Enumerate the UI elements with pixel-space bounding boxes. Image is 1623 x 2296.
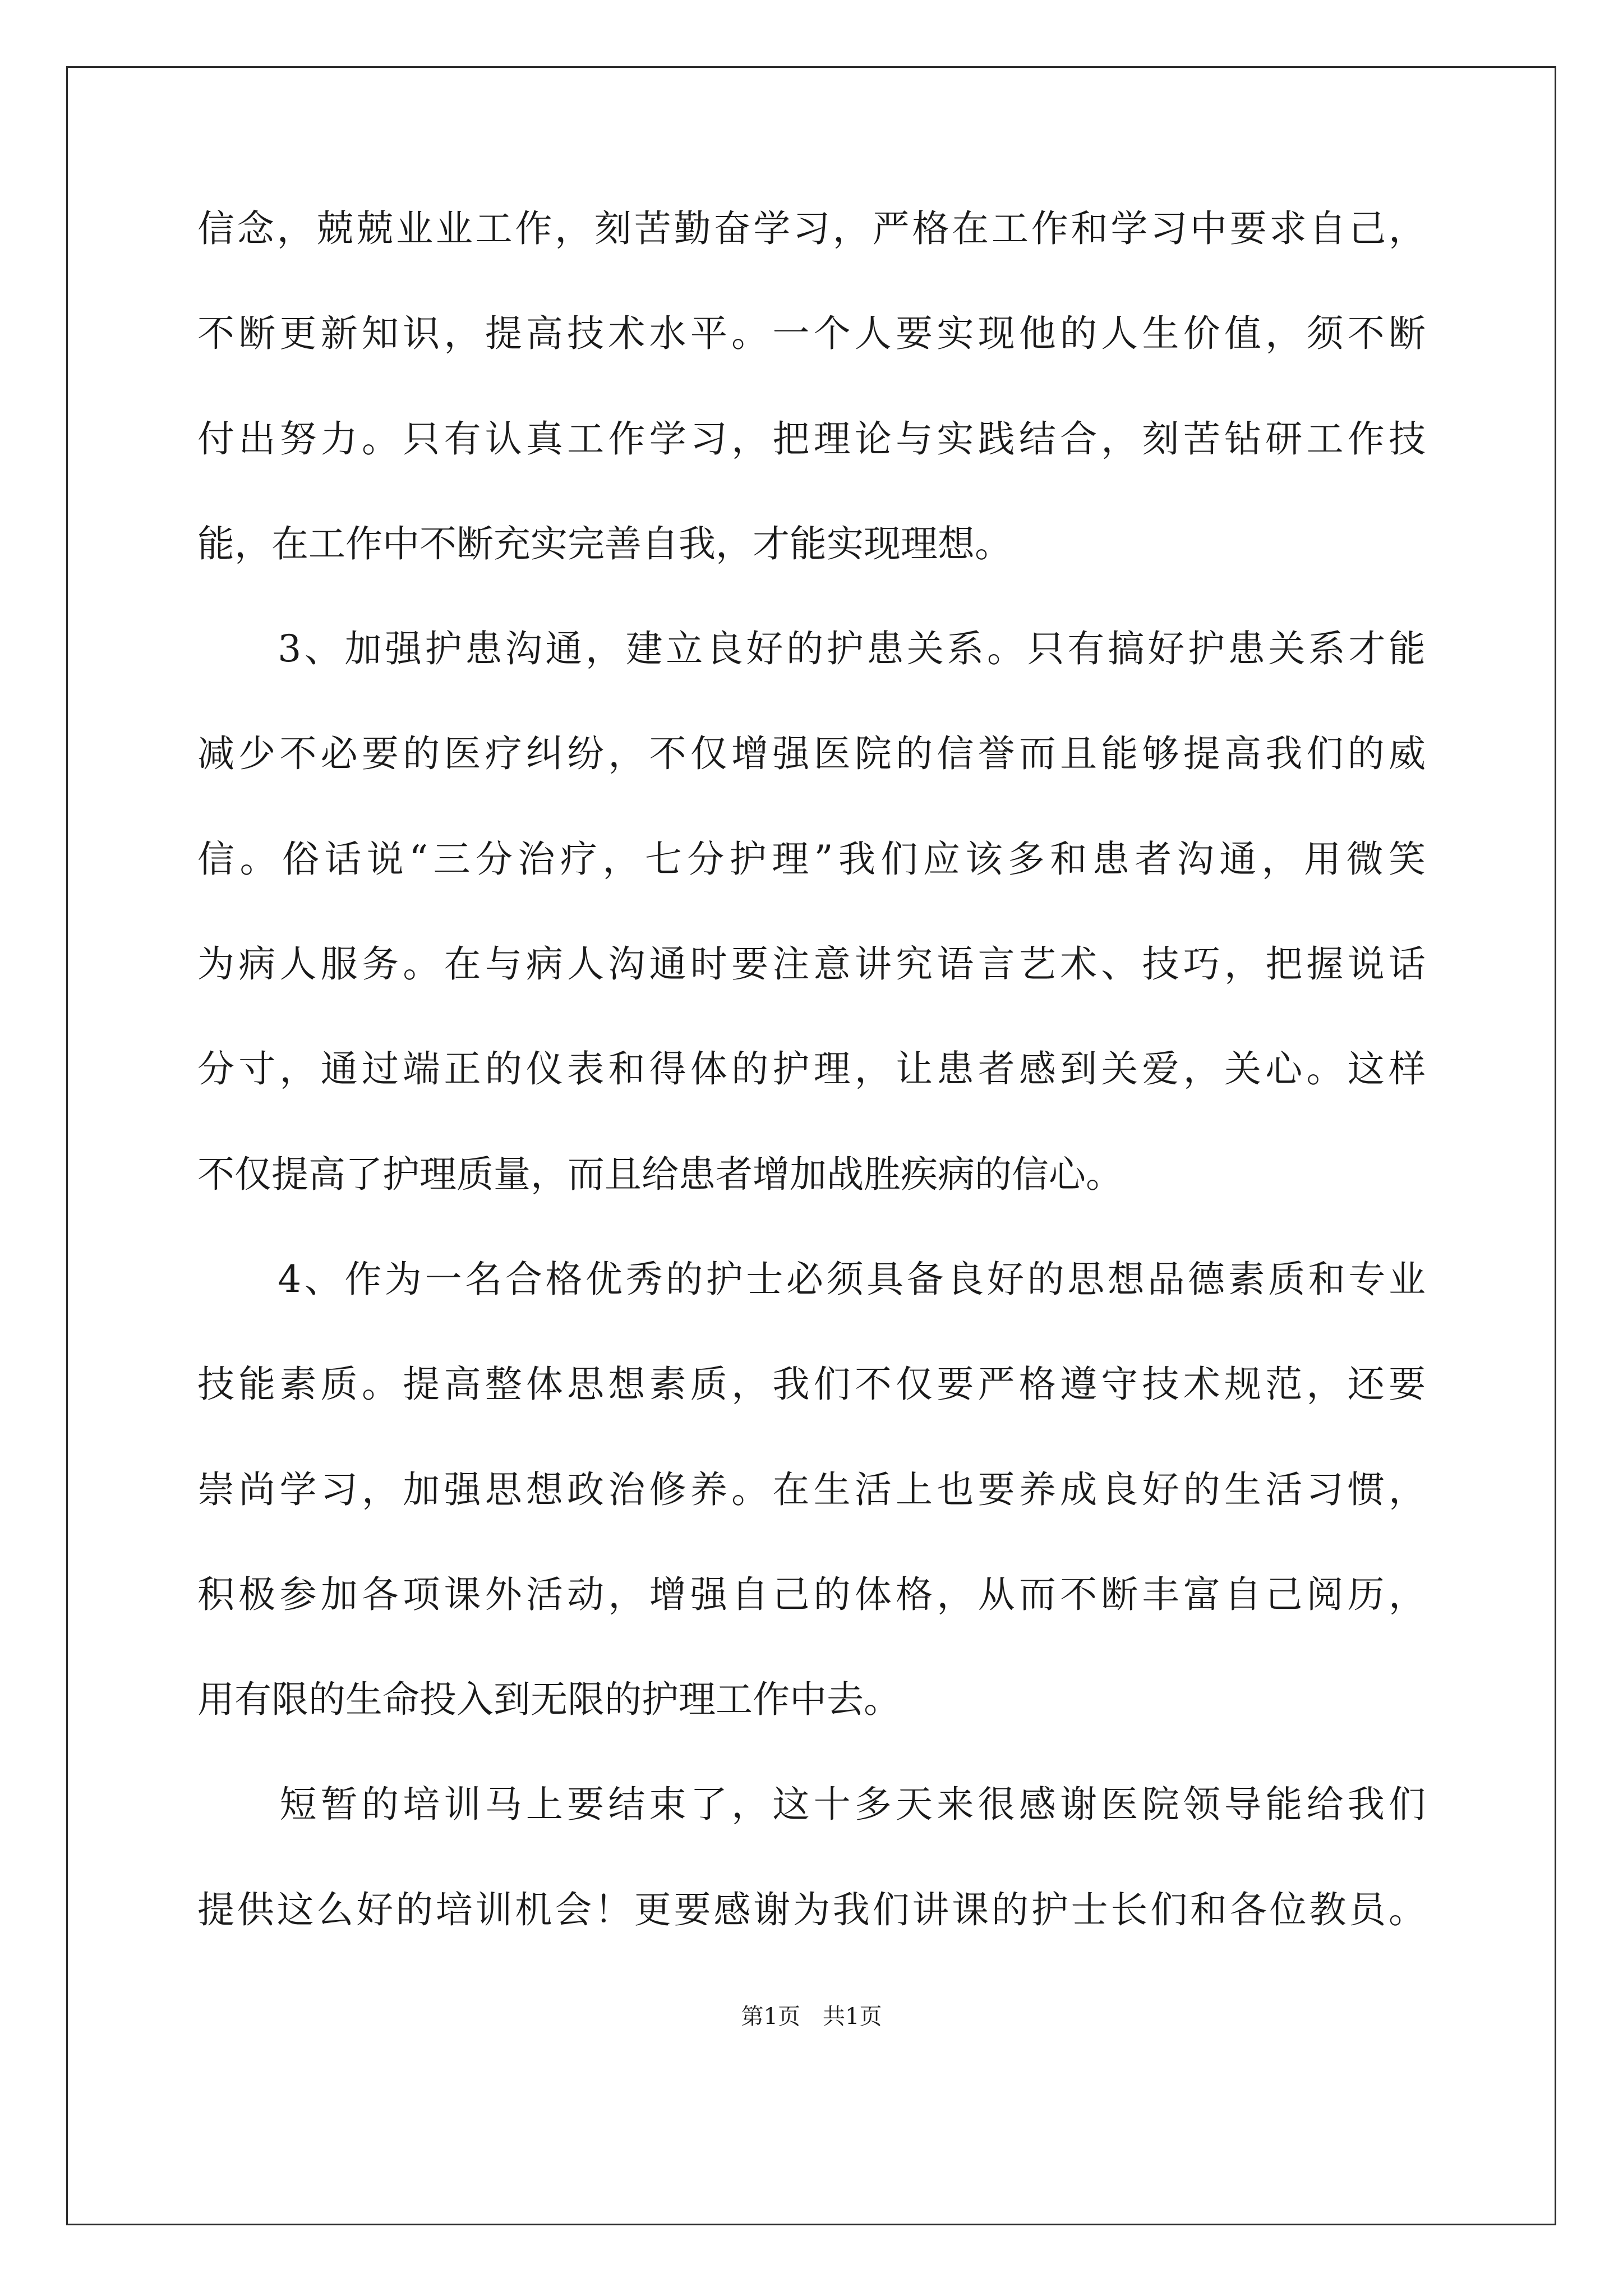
text-line: 提供这么好的培训机会！更要感谢为我们讲课的护士长们和各位教员。	[197, 1888, 1426, 1931]
text-line: 减少不必要的医疗纠纷，不仅增强医院的信誉而且能够提高我们的威	[197, 732, 1426, 776]
text-line: 3、加强护患沟通，建立良好的护患关系。只有搞好护患关系才能	[197, 627, 1426, 671]
text-line: 崇尚学习，加强思想政治修养。在生活上也要养成良好的生活习惯，	[197, 1467, 1426, 1511]
document-body	[197, 202, 1426, 1988]
text-line: 短暂的培训马上要结束了，这十多天来很感谢医院领导能给我们	[197, 1783, 1426, 1826]
text-line: 分寸，通过端正的仪表和得体的护理，让患者感到关爱，关心。这样	[197, 1047, 1426, 1091]
text-line: 4、作为一名合格优秀的护士必须具备良好的思想品德素质和专业	[197, 1257, 1426, 1301]
text-line: 不仅提高了护理质量，而且给患者增加战胜疾病的信心。	[197, 1152, 1123, 1196]
text-line: 不断更新知识，提高技术水平。一个人要实现他的人生价值，须不断	[197, 312, 1426, 356]
text-line: 信念，兢兢业业工作，刻苦勤奋学习，严格在工作和学习中要求自己，	[197, 207, 1426, 250]
page-number-label: 第1页 共1页	[741, 2004, 882, 2030]
text-line: 为病人服务。在与病人沟通时要注意讲究语言艺术、技巧，把握说话	[197, 942, 1426, 986]
text-line: 能，在工作中不断充实完善自我，才能实现理想。	[197, 522, 1012, 565]
text-line: 付出努力。只有认真工作学习，把理论与实践结合，刻苦钻研工作技	[197, 417, 1426, 461]
text-line: 积极参加各项课外活动，增强自己的体格，从而不断丰富自己阅历，	[197, 1572, 1426, 1616]
text-line: 技能素质。提高整体思想素质，我们不仅要严格遵守技术规范，还要	[197, 1363, 1426, 1406]
text-line: 用有限的生命投入到无限的护理工作中去。	[197, 1678, 901, 1722]
text-line: 信。俗话说“三分治疗，七分护理”我们应该多和患者沟通，用微笑	[197, 837, 1426, 881]
page-footer	[0, 2000, 1623, 2033]
